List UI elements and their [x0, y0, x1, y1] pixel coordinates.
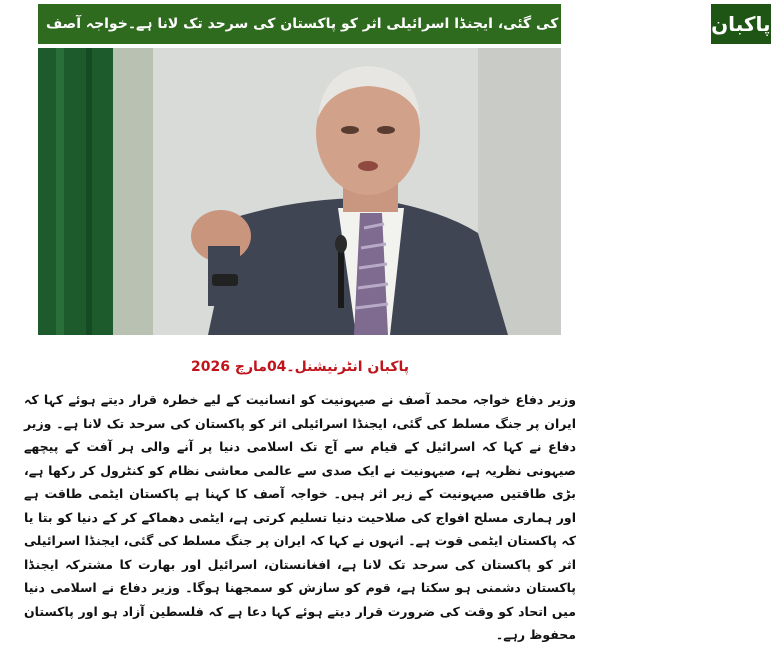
person-photo-icon: [38, 48, 561, 335]
article-paragraph: وزیر دفاع خواجہ محمد آصف نے صیہونیت کو انسانیت کے لیے خطرہ قرار دیتے ہوئے کہا کہ ایران پر جنگ مسلط کی گئی، ایجنڈا اسرائیلی اثر کو پاکستان کی سرحد تک لانا ہے۔ وزیر دفاع نے کہا کہ اسرائیل کے قیام سے آج تک اسلامی دنیا پر آنے والی ہر آفت کے پیچھے صیہونی نظریہ ہے، صیہونیت نے ایک صدی سے عالمی معاشی نظام کو کنٹرول کر رکھا ہے، بڑی طاقتیں صیہونیت کے زیر اثر ہیں۔ خواجہ آصف کا کہنا ہے پاکستان ایٹمی طاقت ہے اور ہماری مسلح افواج کی صلاحیت دنیا تسلیم کرتی ہے، ایٹمی دھماکے کر کے دنیا کو بتا یا کہ پاکستان ایٹمی قوت ہے۔ انہوں نے کہا کہ ایران پر جنگ مسلط کی گئی، ایجنڈا اسرائیلی اثر کو پاکستان کی سرحد تک لانا ہے، افغانستان، اسرائیل اور بھارت کا مشترکہ ایجنڈا پاکستان دشمنی ہو سکتا ہے، قوم کو سازش کو سمجھنا ہوگا۔ وزیر دفاع نے اسلامی دنیا میں اتحاد کو وقت کی ضرورت قرار دیتے ہوئے کہا دعا ہے کہ فلسطین آزاد ہو اور پاکستان محفوظ رہے۔: [24, 392, 576, 642]
brand-logo: پاکبان: [709, 4, 770, 44]
header-bar: [38, 4, 771, 44]
article-photo: [38, 48, 561, 335]
article-body: [24, 388, 576, 647]
dateline: پاکبان انٹرنیشنل۔04مارچ 2026: [191, 359, 409, 375]
headline: ایران پر جنگ مسلط کی گئی، ایجنڈا اسرائیلی اثر کو پاکستان کی سرحد تک لانا ہے۔خواجہ آصف: [46, 16, 702, 32]
